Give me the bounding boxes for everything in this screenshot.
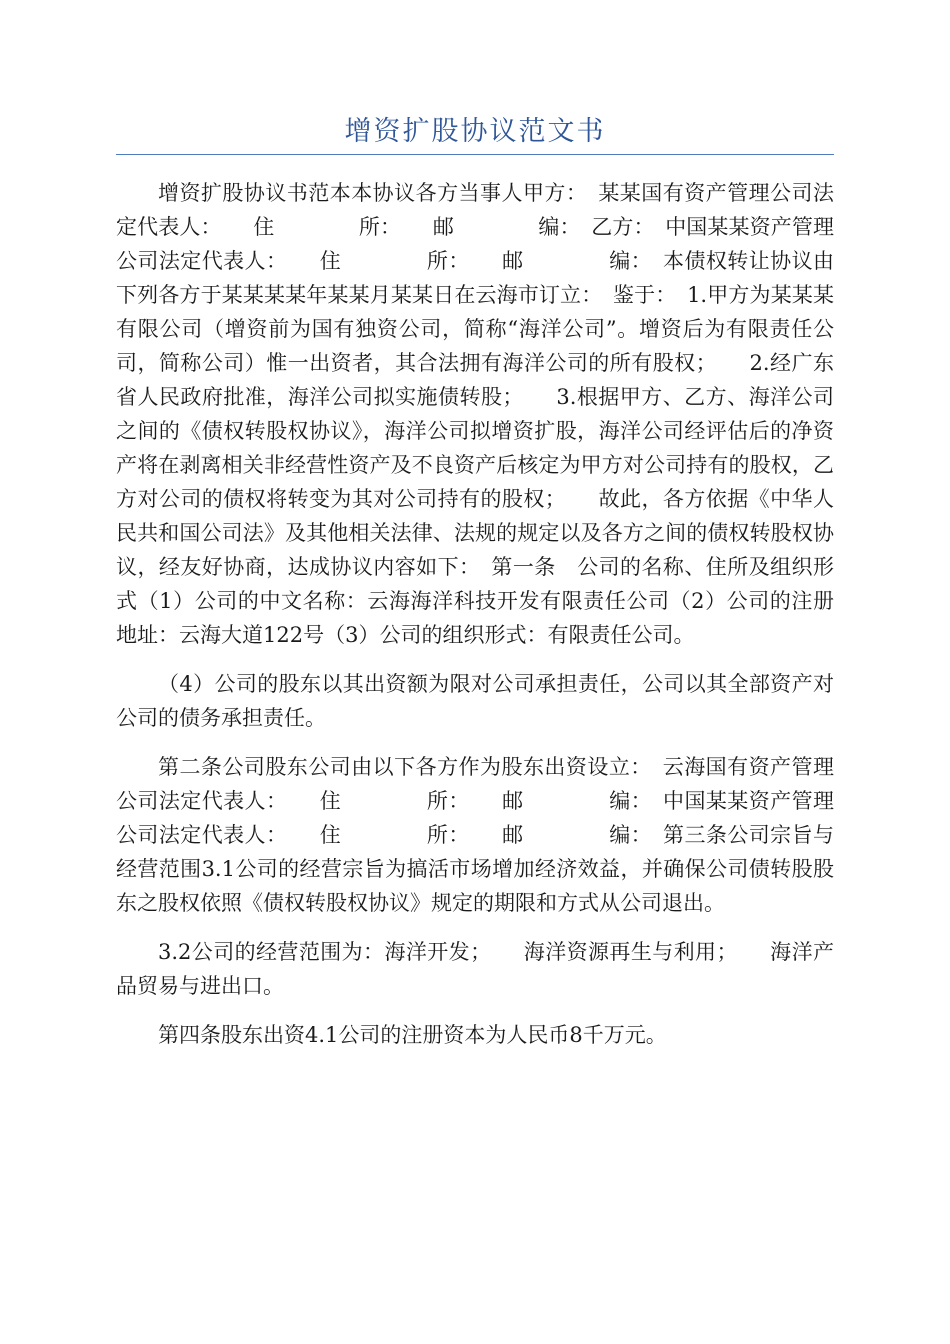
title-underline	[116, 154, 834, 155]
paragraph-liability: （4）公司的股东以其出资额为限对公司承担责任，公司以其全部资产对公司的债务承担责任。	[116, 672, 834, 730]
document-body	[116, 176, 834, 1067]
paragraph-capital: 第四条股东出资4.1公司的注册资本为人民币8千万元。	[158, 1023, 667, 1047]
document-title: 增资扩股协议范文书	[344, 116, 606, 147]
paragraph-preamble: 增资扩股协议书范本本协议各方当事人甲方： 某某国有资产管理公司法定代表人： 住 所： 邮 编： 乙方： 中国某某资产管理公司法定代表人： 住 所： 邮 编： 本债权转让协议由下列各方于某某某某年某某月某某日在云海市订立： 鉴于： 1.甲方为某某某有限公司（增资前为国有独资公司，简称“海洋公司”。增资后为有限责任公司，简称公司）惟一出资者，其合法拥有海洋公司的所有股权； 2.经广东省人民政府批准，海洋公司拟实施债转股； 3.根据甲方、乙方、海洋公司之间的《债权转股权协议》，海洋公司拟增资扩股，海洋公司经评估后的净资产将在剥离相关非经营性资产及不良资产后核定为甲方对公司持有的股权，乙方对公司的债权将转变为其对公司持有的股权； 故此，各方依据《中华人民共和国公司法》及其他相关法律、法规的规定以及各方之间的债权转股权协议，经友好协商，达成协议内容如下： 第一条 公司的名称、住所及组织形式（1）公司的中文名称：云海海洋科技开发有限责任公司（2）公司的注册地址：云海大道122号（3）公司的组织形式：有限责任公司。	[116, 181, 835, 647]
paragraph-shareholders: 第二条公司股东公司由以下各方作为股东出资设立： 云海国有资产管理公司法定代表人： 住 所： 邮 编： 中国某某资产管理公司法定代表人： 住 所： 邮 编： 第三条公司宗旨与经营范围3.1公司的经营宗旨为搞活市场增加经济效益，并确保公司债转股股东之股权依照《债权转股权协议》规定的期限和方式从公司退出。	[116, 755, 834, 915]
paragraph-business-scope: 3.2公司的经营范围为：海洋开发； 海洋资源再生与利用； 海洋产品贸易与进出口。	[116, 940, 834, 998]
